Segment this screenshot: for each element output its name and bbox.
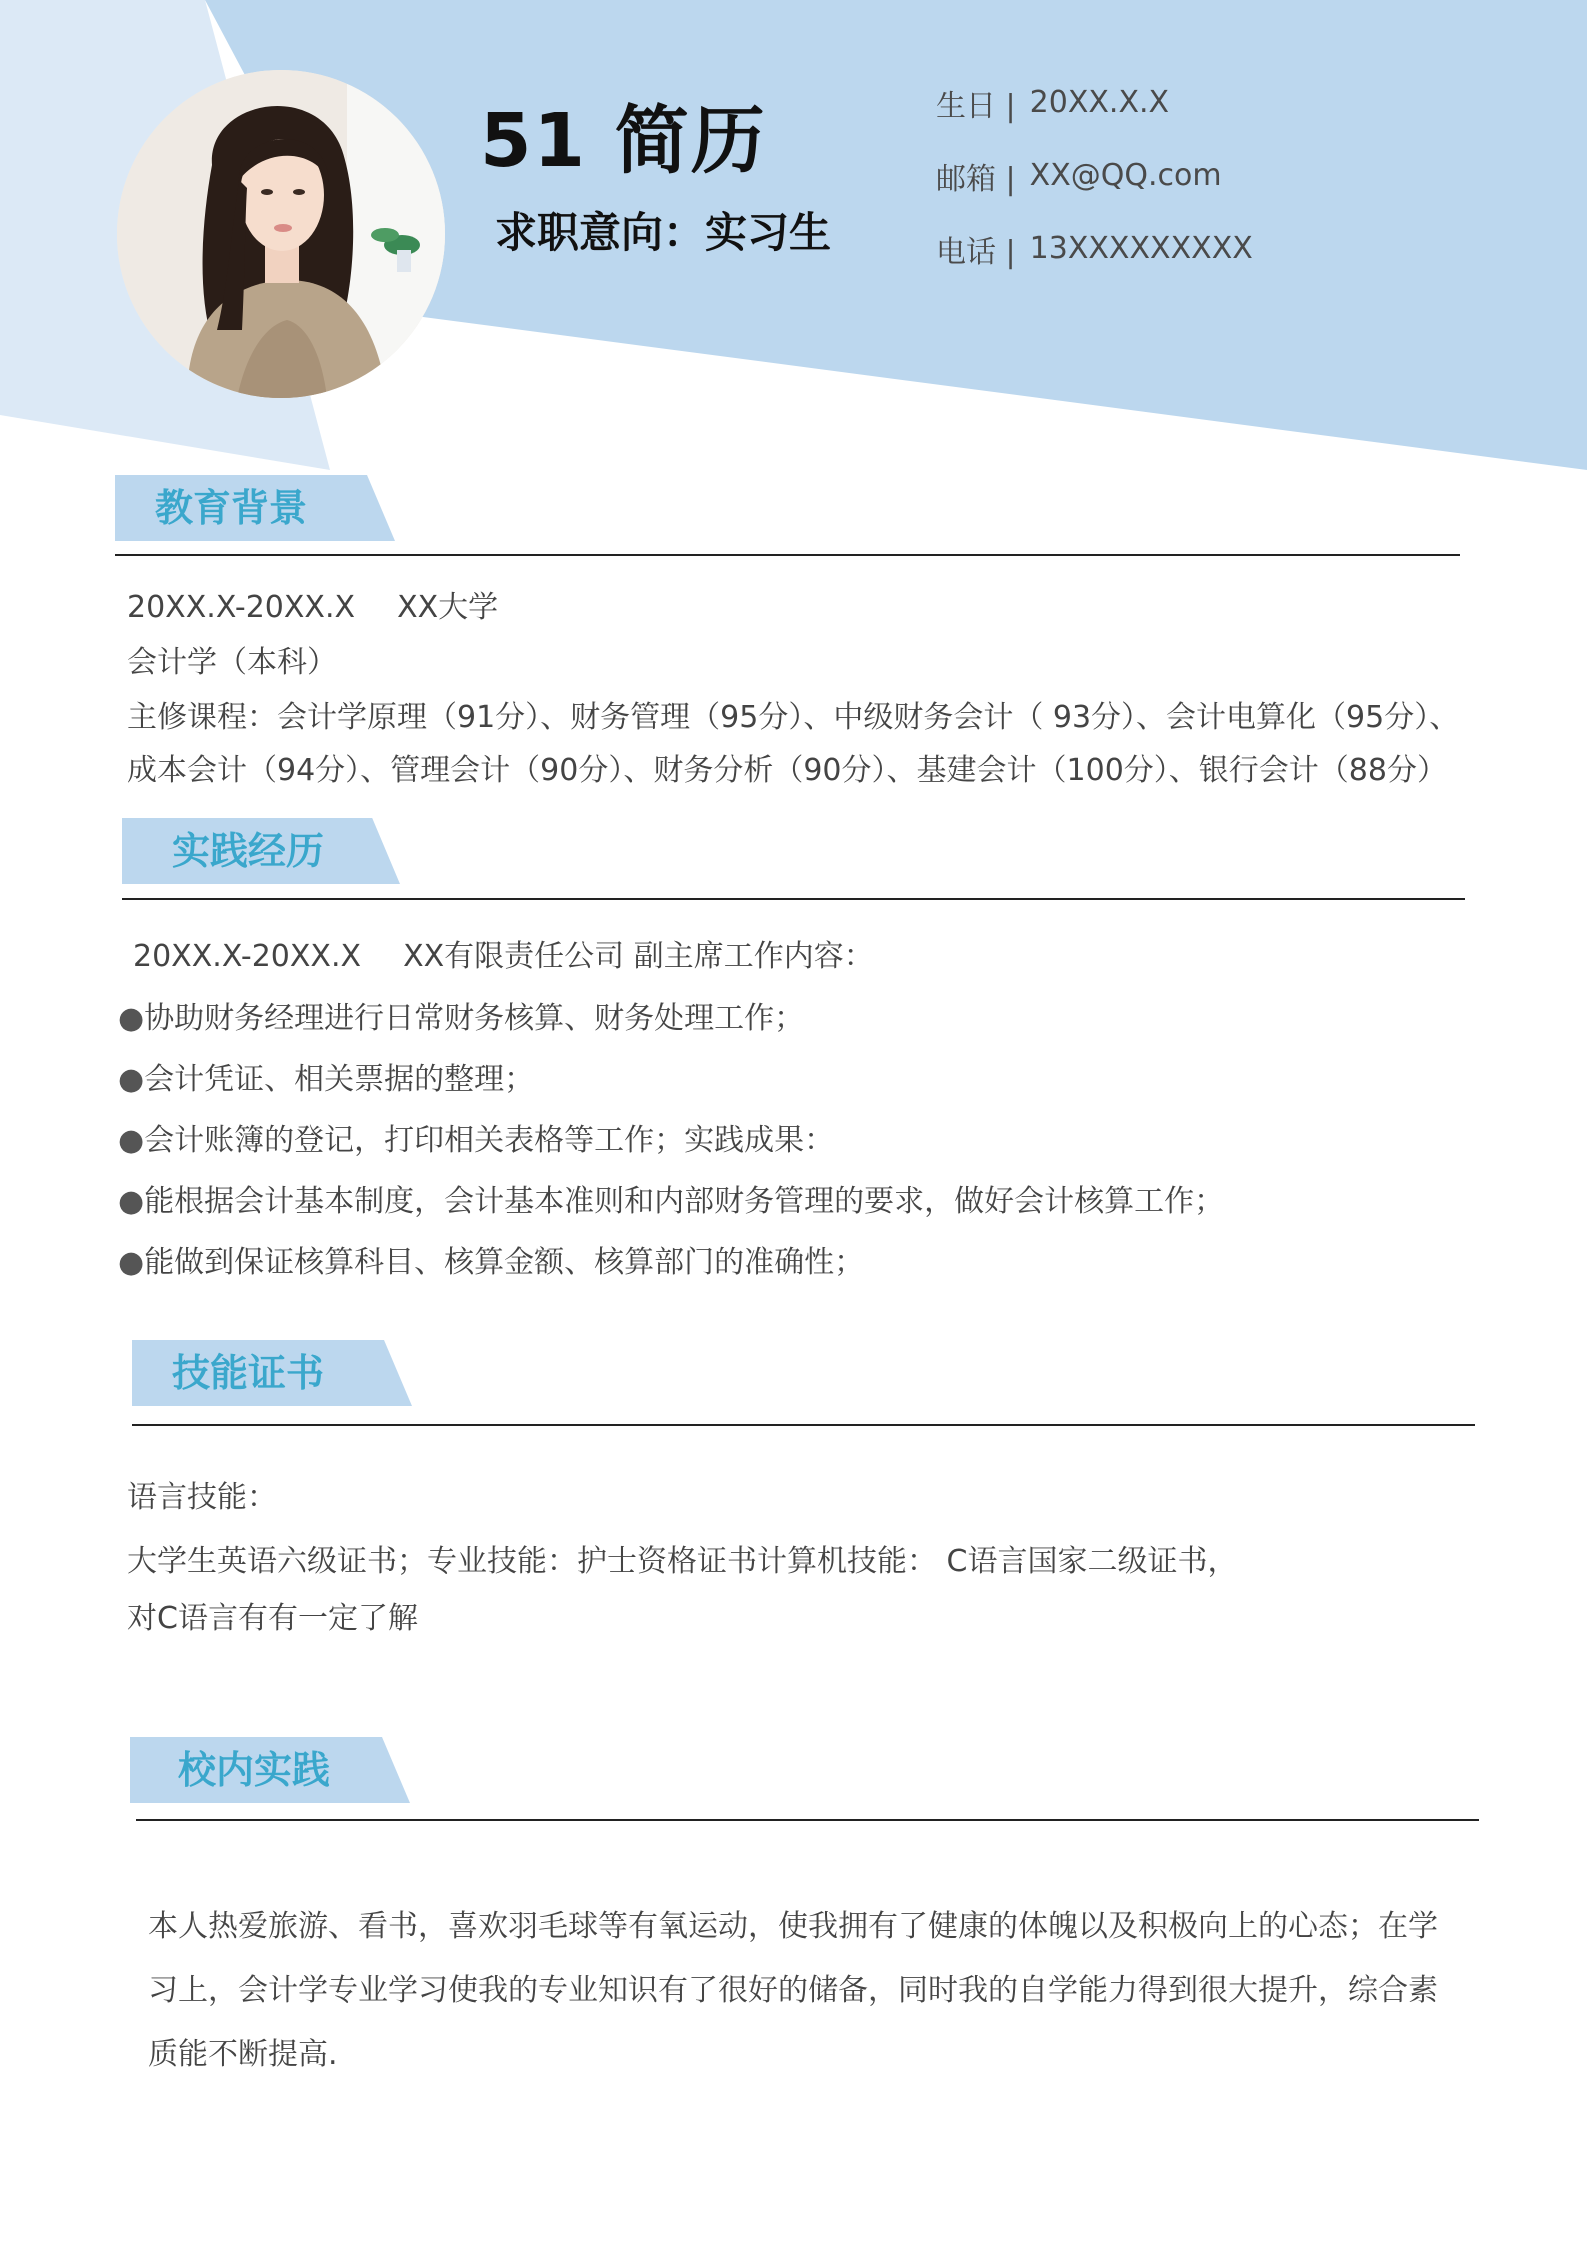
section-header-practice [122, 818, 400, 884]
skills-line3: 对C语言有有一定了解 [127, 1601, 418, 1636]
practice-period-company [133, 937, 874, 977]
section-header-campus [130, 1737, 410, 1803]
contact-label: 邮箱 | [936, 161, 1016, 197]
bullet-icon: ● [118, 1184, 145, 1219]
practice-bullet [118, 1060, 534, 1100]
section-header-skills [132, 1340, 412, 1406]
bullet-text: 能根据会计基本制度，会计基本准则和内部财务管理的要求，做好会计核算工作； [144, 1184, 1225, 1219]
education-courses-line2: 成本会计（94分）、管理会计（90分）、财务分析（90分）、基建会计（100分）、银行会计（88分） [127, 753, 1447, 788]
education-period: 20XX.X-20XX.X [127, 590, 356, 625]
practice-company-role: XX有限责任公司 副主席工作内容： [403, 939, 874, 974]
practice-bullet [118, 1121, 834, 1161]
education-school: XX大学 [397, 590, 499, 625]
education-major: 会计学（本科） [127, 645, 337, 680]
practice-bullet [118, 999, 804, 1039]
section-divider [132, 1424, 1475, 1426]
contact-label: 电话 | [936, 234, 1016, 270]
education-period-school [127, 588, 498, 628]
practice-period: 20XX.X-20XX.X [133, 939, 362, 974]
practice-bullet [118, 1182, 1224, 1222]
section-divider [136, 1819, 1479, 1821]
contact-phone [936, 212, 1253, 285]
section-title: 实践经历 [172, 829, 325, 873]
resume-title: 51 简历 [480, 98, 767, 184]
contact-info [936, 66, 1253, 285]
section-header-education [115, 475, 395, 541]
practice-bullet [118, 1243, 864, 1283]
section-divider [122, 898, 1465, 900]
contact-birthday [936, 66, 1253, 139]
contact-email [936, 139, 1253, 212]
campus-text: 本人热爱旅游、看书，喜欢羽毛球等有氧运动，使我拥有了健康的体魄以及积极向上的心态；在学习上，会计学专业学习使我的专业知识有了很好的储备，同时我的自学能力得到很大提升，综合素质能不断提高. [148, 1909, 1438, 2072]
section-title: 校内实践 [178, 1748, 331, 1792]
bullet-text: 会计凭证、相关票据的整理； [144, 1062, 535, 1097]
section-title: 技能证书 [172, 1351, 325, 1395]
profile-photo [117, 70, 445, 398]
skills-line2: 大学生英语六级证书；专业技能：护士资格证书计算机技能： C语言国家二级证书， [127, 1544, 1238, 1579]
section-title: 教育背景 [155, 486, 308, 530]
contact-label: 生日 | [936, 88, 1016, 124]
bullet-icon: ● [118, 1123, 145, 1158]
bullet-icon: ● [118, 1001, 145, 1036]
bullet-text: 协助财务经理进行日常财务核算、财务处理工作； [144, 1001, 805, 1036]
bullet-icon: ● [118, 1062, 145, 1097]
section-divider [115, 554, 1460, 556]
education-courses-line1: 主修课程：会计学原理（91分）、财务管理（95分）、中级财务会计（ 93分）、会计电算化（95分）、 [127, 700, 1460, 735]
contact-value: XX@QQ.com [1029, 158, 1222, 193]
contact-value: 20XX.X.X [1029, 85, 1170, 120]
contact-value: 13XXXXXXXXX [1029, 231, 1253, 266]
bullet-text: 会计账簿的登记，打印相关表格等工作；实践成果： [144, 1123, 835, 1158]
bullet-icon: ● [118, 1245, 145, 1280]
skills-line1: 语言技能： [127, 1480, 277, 1515]
job-intent: 求职意向：实习生 [495, 208, 832, 257]
bullet-text: 能做到保证核算科目、核算金额、核算部门的准确性； [144, 1245, 865, 1280]
